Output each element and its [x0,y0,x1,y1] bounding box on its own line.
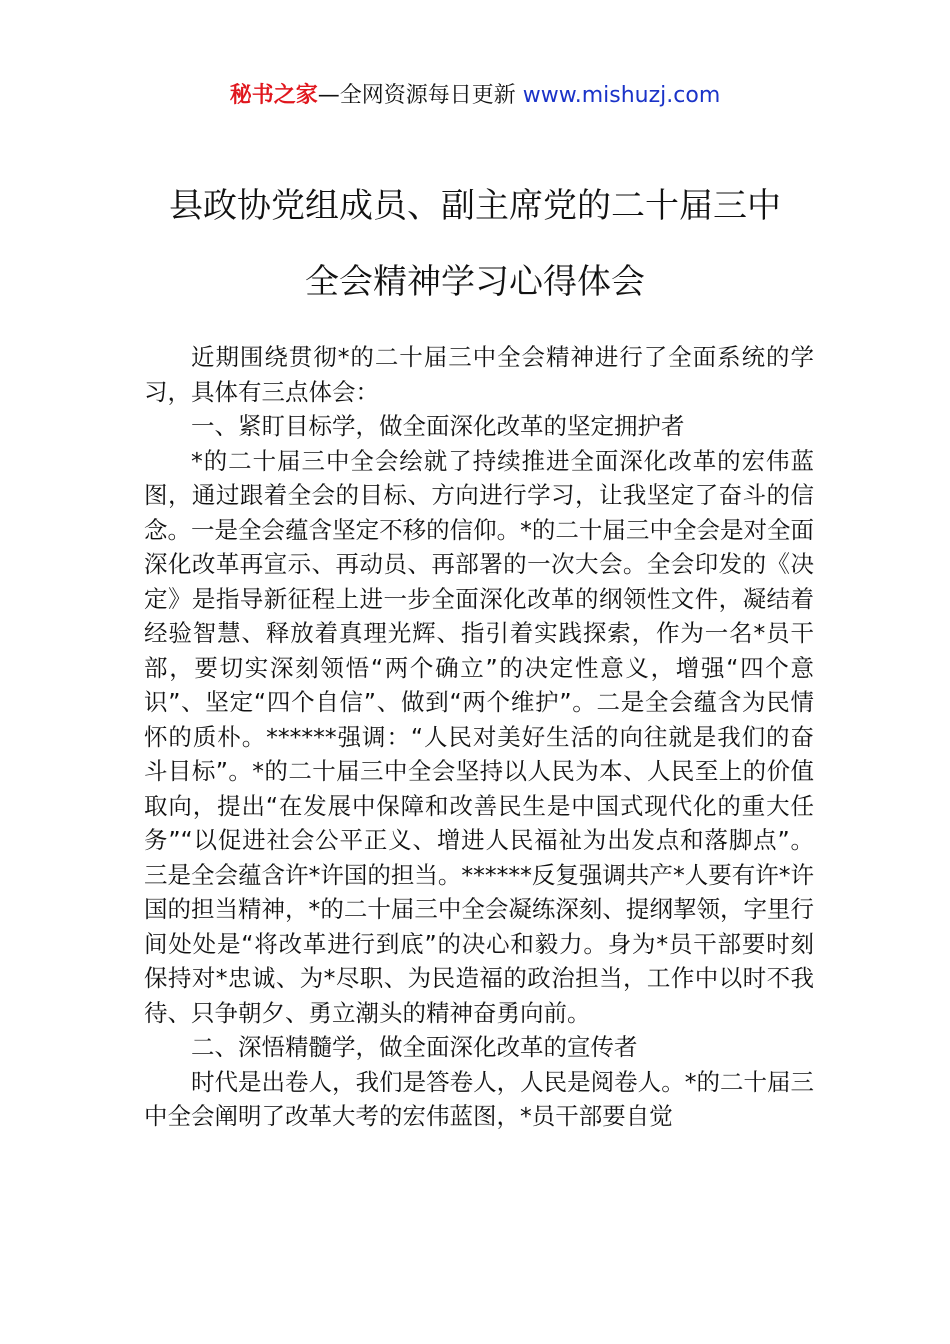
section-heading-1: 一、紧盯目标学，做全面深化改革的坚定拥护者 [191,412,685,440]
section-2-paragraph: 时代是出卷人，我们是答卷人，人民是阅卷人。*的二十届三中全会阐明了改革大考的宏伟蓝图，*员干部要自觉 [144,1067,814,1130]
title-line-2: 全会精神学习心得体会 [305,262,645,302]
title-line-1: 县政协党组成员、副主席党的二十届三中 [169,186,781,226]
section-heading-2: 二、深悟精髓学，做全面深化改革的宣传者 [191,1033,638,1061]
header-tagline: —全网资源每日更新 [317,83,516,108]
section-1-paragraph: *的二十届三中全会绘就了持续推进全面深化改革的宏伟蓝图，通过跟着全会的目标、方向进行学习，让我坚定了奋斗的信念。一是全会蕴含坚定不移的信仰。*的二十届三中全会是对全面深化改革再宣示、再动员、再部署的一次大会。全会印发的《决定》是指导新征程上进一步全面深化改革的纲领性文件，凝结着经验智慧、释放着真理光辉、指引着实践探索，作为一名*员干部，要切实深刻领悟“两个确立”的决定性意义，增强“四个意识”、坚定“四个自信”、做到“两个维护”。二是全会蕴含为民情怀的质朴。******强调：“人民对美好生活的向往就是我们的奋斗目标”。*的二十届三中全会坚持以人民为本、人民至上的价值取向，提出“在发展中保障和改善民生是中国式现代化的重大任务”“以促进社会公平正义、增进人民福祉为出发点和落脚点”。三是全会蕴含许*许国的担当。******反复强调共产*人要有许*许国的担当精神，*的二十届三中全会凝练深刻、提纲挈领，字里行间处处是“将改革进行到底”的决心和毅力。身为*员干部要时刻保持对*忠诚、为*尽职、为民造福的政治担当，工作中以时不我待、只争朝夕、勇立潮头的精神奋勇向前。 [144,446,814,1027]
brand-name: 秘书之家 [229,83,318,108]
intro-paragraph: 近期围绕贯彻*的二十届三中全会精神进行了全面系统的学习，具体有三点体会： [144,343,814,406]
site-url-link[interactable]: www.mishuzj.com [522,83,721,108]
document-title [100,168,850,320]
document-body [144,340,814,1134]
site-header [0,80,950,112]
